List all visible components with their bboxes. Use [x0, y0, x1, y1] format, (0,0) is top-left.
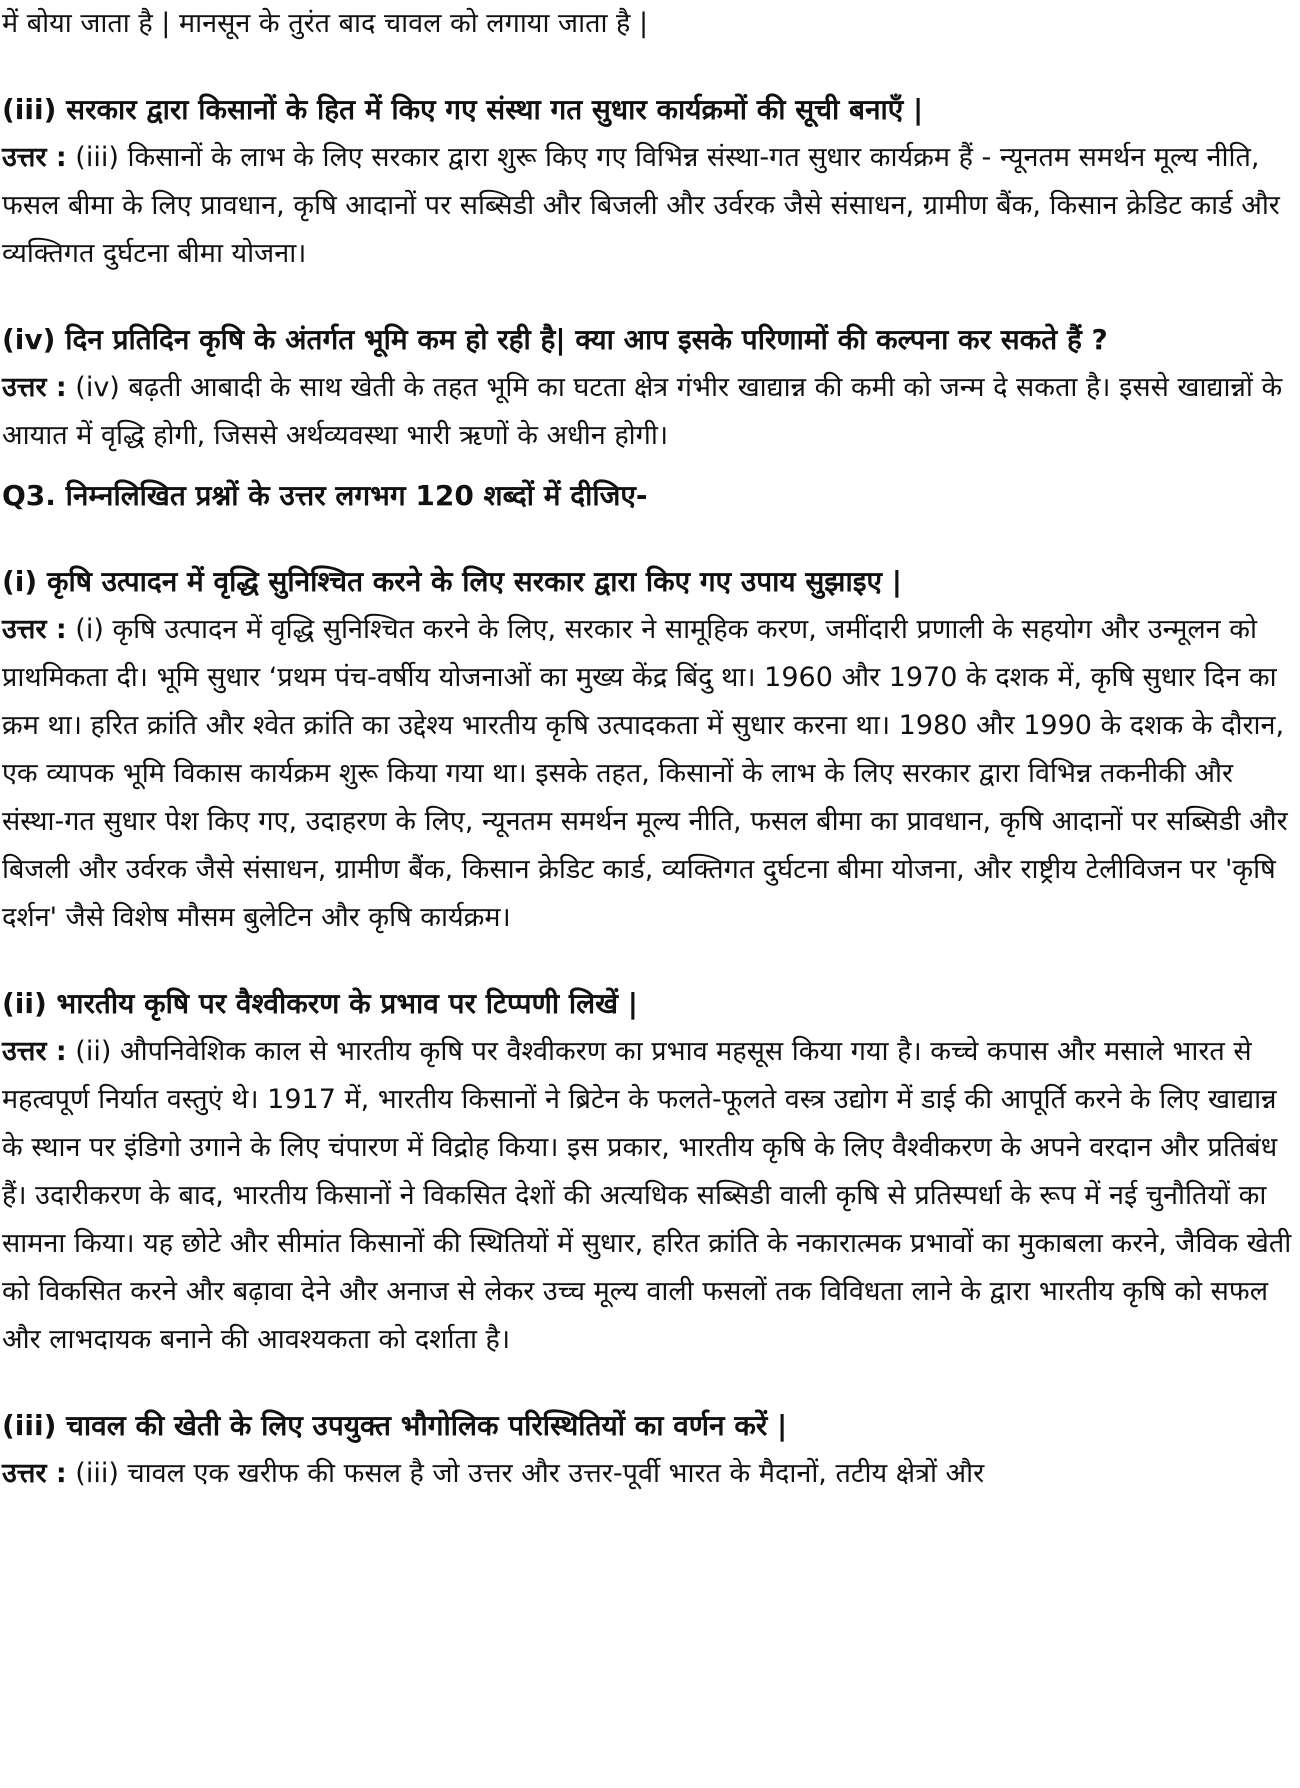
question-heading: (iv) दिन प्रतिदिन कृषि के अंतर्गत भूमि कम हो रही है| क्या आप इसके परिणामों की कल्पना कर सकते हैं ?	[2, 323, 1108, 356]
answer-paragraph	[2, 1028, 1296, 1364]
section-heading-q3: Q3. निम्नलिखित प्रश्नों के उत्तर लगभग 120 शब्दों में दीजिए-	[2, 479, 648, 512]
answer-label: उत्तर :	[2, 142, 67, 173]
question-block-q2-iv	[2, 316, 1296, 460]
answer-label: उत्तर :	[2, 372, 67, 403]
question-heading: (i) कृषि उत्पादन में वृद्धि सुनिश्चित करने के लिए सरकार द्वारा किए गए उपाय सुझाइए |	[2, 565, 902, 598]
answer-label: उत्तर :	[2, 614, 67, 645]
spacer	[2, 48, 1296, 86]
answer-text: (iii) किसानों के लाभ के लिए सरकार द्वारा शुरू किए गए विभिन्न संस्था-गत सुधार कार्यक्रम हैं - न्यूनतम समर्थन मूल्य नीति, फसल बीमा के लिए प्रावधान, कृषि आदानों पर सब्सिडी और बिजली और उर्वरक जैसे संसाधन, ग्रामीण बैंक, किसान क्रेडिट कार्ड और व्यक्तिगत दुर्घटना बीमा योजना।	[2, 142, 1280, 269]
answer-paragraph	[2, 606, 1296, 942]
answer-paragraph	[2, 134, 1296, 278]
answer-label: उत्तर :	[2, 1036, 67, 1067]
answer-text: (iv) बढ़ती आबादी के साथ खेती के तहत भूमि का घटता क्षेत्र गंभीर खाद्यान्न की कमी को जन्म दे सकता है। इससे खाद्यान्नों के आयात में वृद्धि होगी, जिससे अर्थव्यवस्था भारी ऋणों के अधीन होगी।	[2, 372, 1283, 451]
spacer	[2, 520, 1296, 558]
question-block-q2-iii	[2, 86, 1296, 278]
question-heading: (iii) सरकार द्वारा किसानों के हित में किए गए संस्था गत सुधार कार्यक्रमों की सूची बनाएँ |	[2, 93, 924, 126]
spacer	[2, 942, 1296, 980]
question-block-q3-ii	[2, 980, 1296, 1364]
answer-text: (ii) औपनिवेशिक काल से भारतीय कृषि पर वैश्वीकरण का प्रभाव महसूस किया गया है। कच्चे कपास और मसाले भारत से महत्वपूर्ण निर्यात वस्तुएं थे। 1917 में, भारतीय किसानों ने ब्रिटेन के फलते-फूलते वस्त्र उद्योग में डाई की आपूर्ति करने के लिए खाद्यान्न के स्थान पर इंडिगो उगाने के लिए चंपारण में विद्रोह किया। इस प्रकार, भारतीय कृषि के लिए वैश्वीकरण के अपने वरदान और प्रतिबंध हैं। उदारीकरण के बाद, भारतीय किसानों ने विकसित देशों की अत्यधिक सब्सिडी वाली कृषि से प्रतिस्पर्धा के रूप में नई चुनौतियों का सामना किया। यह छोटे और सीमांत किसानों की स्थितियों में सुधार, हरित क्रांति के नकारात्मक प्रभावों का मुकाबला करने, जैविक खेती को विकसित करने और बढ़ावा देने और अनाज से लेकर उच्च मूल्य वाली फसलों तक विविधता लाने के द्वारा भारतीय कृषि को सफल और लाभदायक बनाने की आवश्यकता को दर्शाता है।	[2, 1036, 1292, 1355]
question-block-q3-i	[2, 558, 1296, 942]
answer-text: (iii) चावल एक खरीफ की फसल है जो उत्तर और उत्तर-पूर्वी भारत के मैदानों, तटीय क्षेत्रों और	[75, 1458, 985, 1489]
answer-text: (i) कृषि उत्पादन में वृद्धि सुनिश्चित करने के लिए, सरकार ने सामूहिक करण, जमींदारी प्रणाली के सहयोग और उन्मूलन को प्राथमिकता दी। भूमि सुधार ‘प्रथम पंच-वर्षीय योजनाओं का मुख्य केंद्र बिंदु था। 1960 और 1970 के दशक में, कृषि सुधार दिन का क्रम था। हरित क्रांति और श्वेत क्रांति का उद्देश्य भारतीय कृषि उत्पादकता में सुधार करना था। 1980 और 1990 के दशक के दौरान, एक व्यापक भूमि विकास कार्यक्रम शुरू किया गया था। इसके तहत, किसानों के लाभ के लिए सरकार द्वारा विभिन्न तकनीकी और संस्था-गत सुधार पेश किए गए, उदाहरण के लिए, न्यूनतम समर्थन मूल्य नीति, फसल बीमा का प्रावधान, कृषि आदानों पर सब्सिडी और बिजली और उर्वरक जैसे संसाधन, ग्रामीण बैंक, किसान क्रेडिट कार्ड, व्यक्तिगत दुर्घटना बीमा योजना, और राष्ट्रीय टेलीविजन पर 'कृषि दर्शन' जैसे विशेष मौसम बुलेटिन और कृषि कार्यक्रम।	[2, 614, 1288, 933]
question-block-q3-iii	[2, 1402, 1296, 1498]
spacer	[2, 278, 1296, 316]
spacer	[2, 460, 1296, 472]
question-heading: (ii) भारतीय कृषि पर वैश्वीकरण के प्रभाव पर टिप्पणी लिखें |	[2, 987, 638, 1020]
answer-paragraph	[2, 364, 1296, 460]
answer-paragraph	[2, 1450, 1296, 1498]
answer-label: उत्तर :	[2, 1458, 67, 1489]
spacer	[2, 1364, 1296, 1402]
intro-text: में बोया जाता है | मानसून के तुरंत बाद चावल को लगाया जाता है |	[2, 8, 649, 39]
question-heading: (iii) चावल की खेती के लिए उपयुक्त भौगोलिक परिस्थितियों का वर्णन करें |	[2, 1409, 788, 1442]
